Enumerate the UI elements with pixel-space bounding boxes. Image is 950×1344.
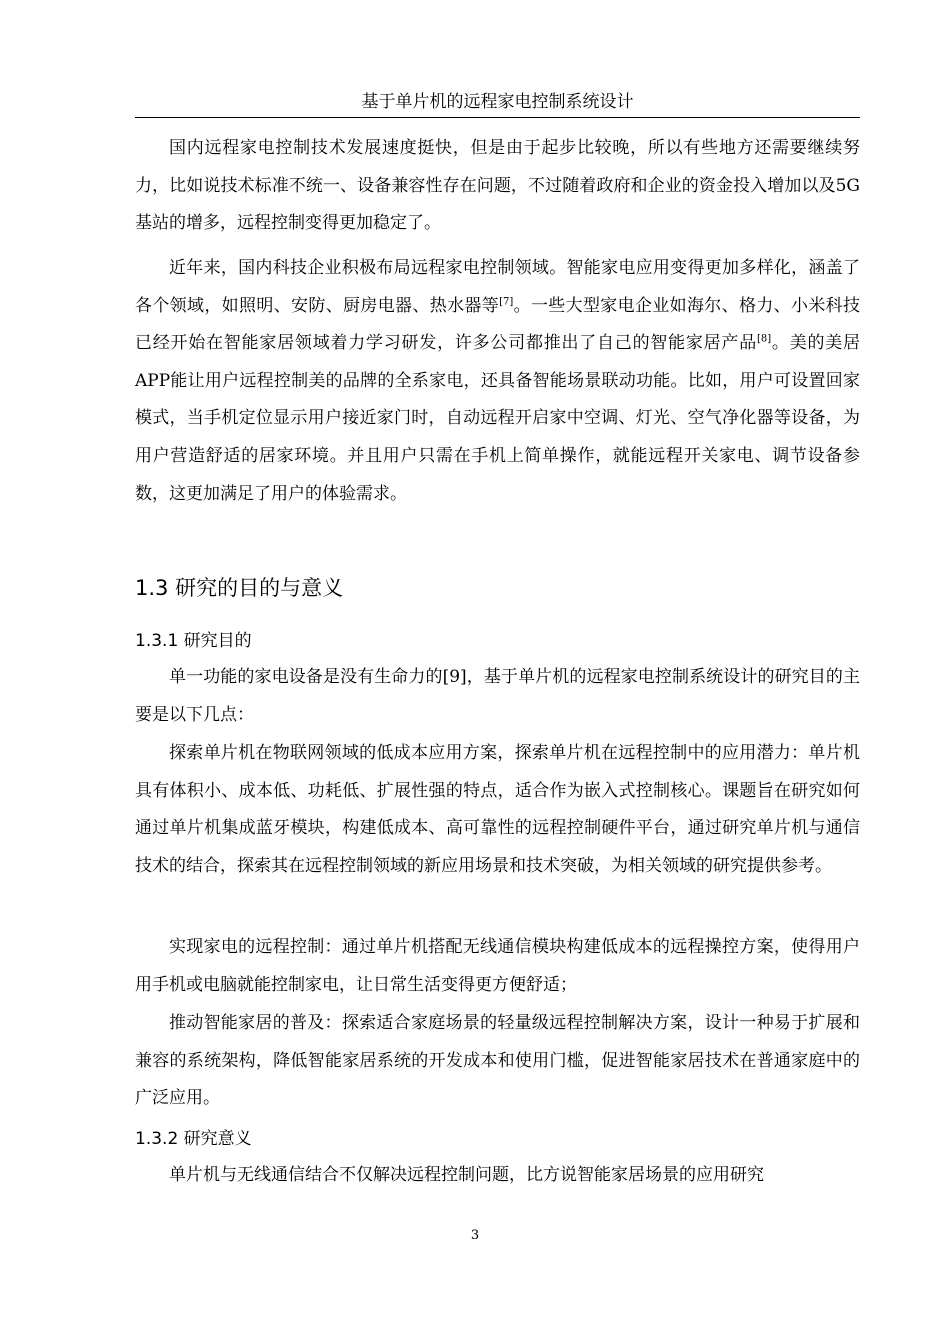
subsection-heading: 1.3.1 研究目的: [135, 631, 252, 651]
page-number: 3: [470, 1228, 480, 1243]
citation-ref: [8]: [756, 333, 772, 345]
paragraph-explore-mcu: 探索单片机在物联网领域的低成本应用方案，探索单片机在远程控制中的应用潜力：单片机具有体积小、成本低、功耗低、扩展性强的特点，适合作为嵌入式控制核心。课题旨在研究如何通过单片机集成蓝牙模块，构建低成本、高可靠性的远程控制硬件平台，通过研究单片机与通信技术的结合，探索其在远程控制领域的新应用场景和技术突破，为相关领域的研究提供参考。: [135, 743, 860, 876]
paragraph-text: 近年来，国内科技企业积极布局远程家电控制领域。智能家电应用变得更加多样化，涵盖了各个领域，如照明、安防、厨房电器、热水器等: [135, 258, 860, 316]
header-rule: [135, 117, 860, 118]
paragraph-smart-home: 推动智能家居的普及：探索适合家庭场景的轻量级远程控制解决方案，设计一种易于扩展和兼容的系统架构，降低智能家居系统的开发成本和使用门槛，促进智能家居技术在普通家庭中的广泛应用。: [135, 1013, 860, 1109]
paragraph-research-purpose-intro: 单一功能的家电设备是没有生命力的[9]，基于单片机的远程家电控制系统设计的研究目的主要是以下几点：: [135, 667, 860, 725]
paragraph-significance: 单片机与无线通信结合不仅解决远程控制问题，比方说智能家居场景的应用研究: [169, 1165, 764, 1185]
paragraph-text: 。美的美居APP能让用户远程控制美的品牌的全系家电，还具备智能场景联动功能。比如，用户可设置回家模式，当手机定位显示用户接近家门时，自动远程开启家中空调、灯光、空气净化器等设备，为用户营造舒适的居家环境。并且用户只需在手机上简单操作，就能远程开关家电、调节设备参数，这更加满足了用户的体验需求。: [135, 333, 861, 504]
section-heading: 1.3 研究的目的与意义: [135, 576, 344, 600]
paragraph-text: 。一些大型家电企业如海尔、格力、小米科技已经开始在智能家居领域着力学习研发，许多公司都推出了自己的智能家居产品: [135, 295, 861, 354]
subsection-heading: 1.3.2 研究意义: [135, 1129, 252, 1149]
page-header-title: 基于单片机的远程家电控制系统设计: [361, 92, 634, 112]
paragraph-recent-years: [135, 250, 860, 513]
paragraph-remote-control: 实现家电的远程控制：通过单片机搭配无线通信模块构建低成本的远程操控方案，使得用户用手机或电脑就能控制家电，让日常生活变得更方便舒适；: [135, 937, 860, 995]
paragraph-domestic-development: 国内远程家电控制技术发展速度挺快，但是由于起步比较晚，所以有些地方还需要继续努力，比如说技术标准不统一、设备兼容性存在问题，不过随着政府和企业的资金投入增加以及5G基站的增多，远程控制变得更加稳定了。: [135, 138, 860, 234]
citation-ref: [7]: [499, 295, 514, 307]
